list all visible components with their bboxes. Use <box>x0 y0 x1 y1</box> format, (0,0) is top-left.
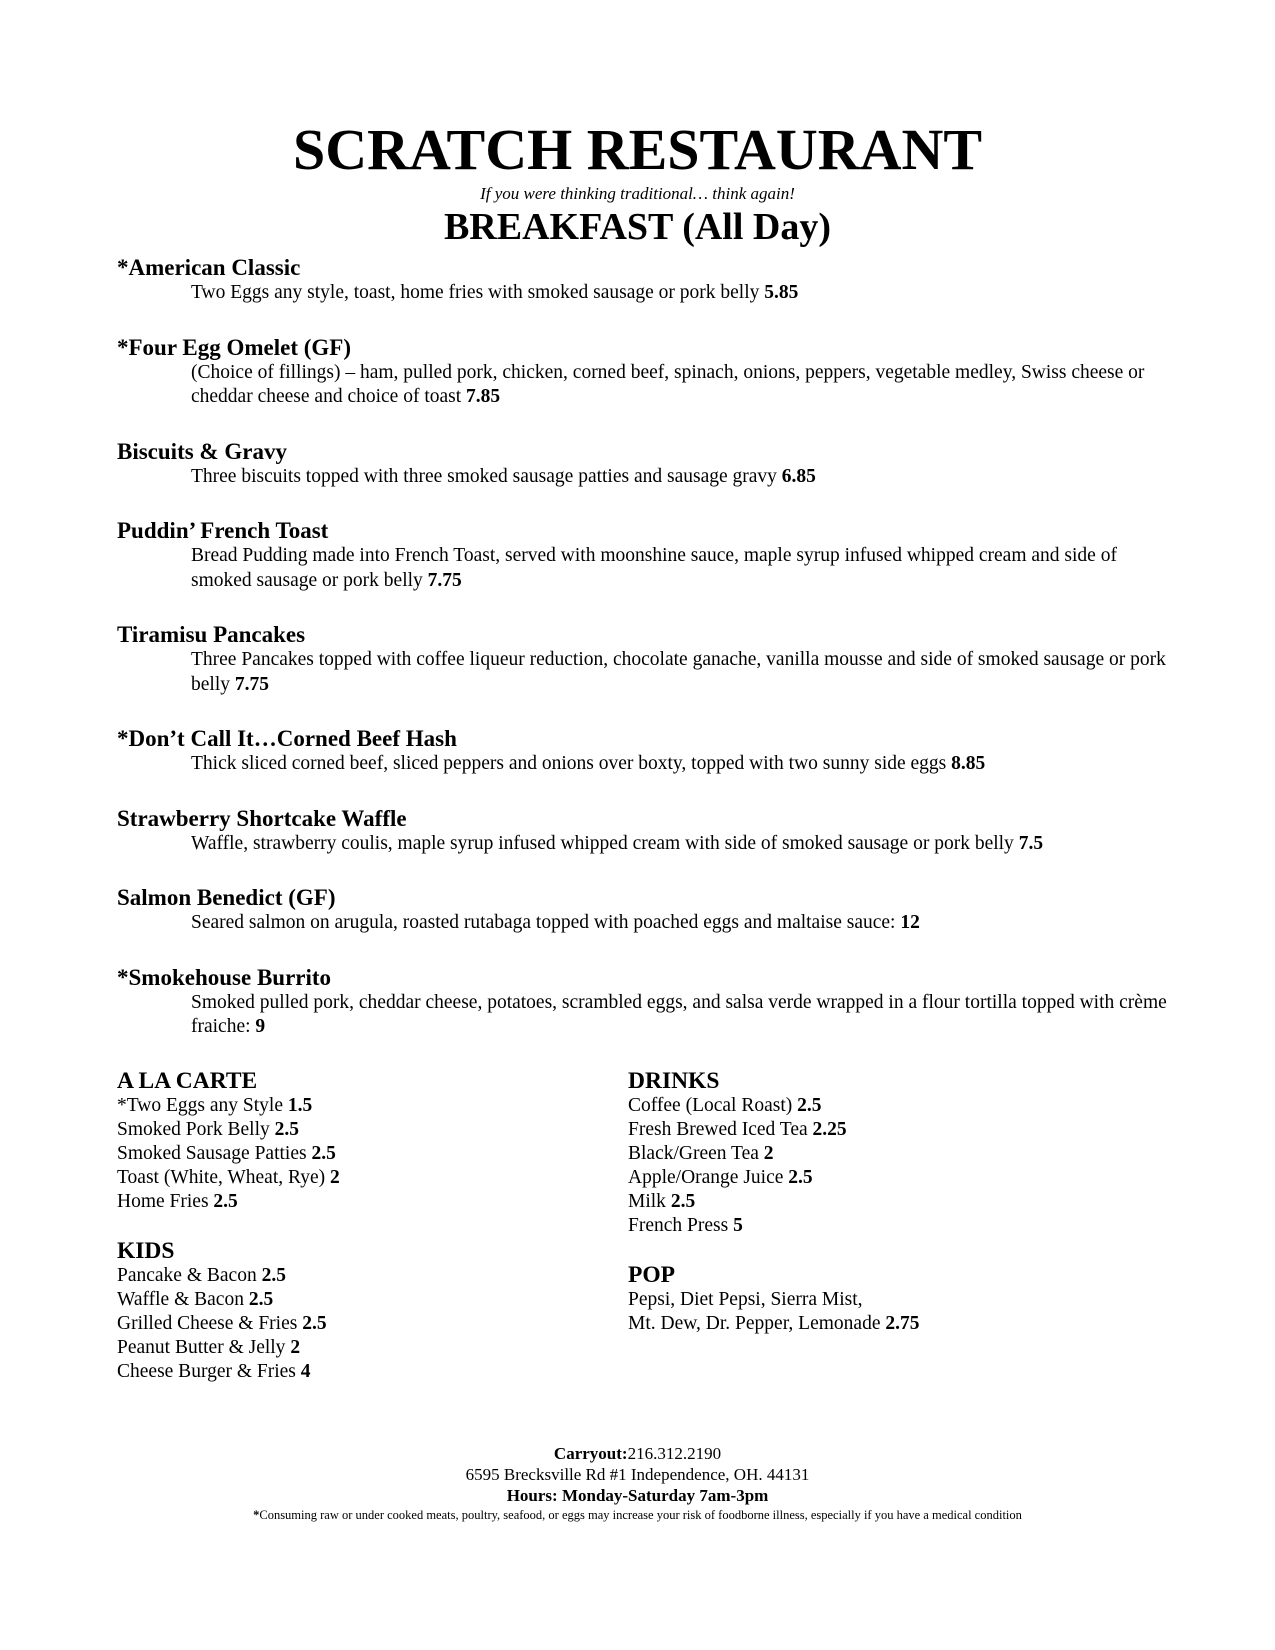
list-item <box>117 1166 597 1190</box>
hours-text: Hours: Monday-Saturday 7am-3pm <box>506 1486 769 1505</box>
item-description <box>117 832 1177 857</box>
item-price: 6.85 <box>781 465 816 487</box>
item-price: 8.85 <box>951 753 986 774</box>
item-price: 2.5 <box>311 1143 336 1164</box>
item-name: *Four Egg Omelet (GF) <box>117 334 351 360</box>
list-item <box>628 1094 1108 1118</box>
item-description <box>117 648 1177 697</box>
item-description <box>117 465 1177 490</box>
item-name: Home Fries <box>117 1191 209 1212</box>
item-name: French Press <box>628 1215 729 1236</box>
item-price: 2 <box>763 1143 774 1164</box>
list-item <box>628 1190 1108 1214</box>
menu-item <box>117 806 1177 857</box>
disclaimer <box>0 1507 1275 1523</box>
list-item <box>117 1142 597 1166</box>
pop-price: 2.75 <box>885 1313 920 1334</box>
item-price: 2 <box>330 1167 340 1188</box>
drinks-section <box>628 1068 1108 1238</box>
list-item <box>628 1166 1108 1190</box>
breakfast-items <box>117 255 1177 1069</box>
item-name: *Two Eggs any Style <box>117 1095 283 1116</box>
item-price: 7.75 <box>427 569 462 591</box>
item-name: Biscuits & Gravy <box>117 438 287 464</box>
description-text: Seared salmon on arugula, roasted rutabaga topped with poached eggs and maltaise sauce: <box>191 912 896 933</box>
item-price: 5 <box>733 1215 743 1236</box>
item-price: 7.75 <box>234 673 269 695</box>
carryout-phone: 216.312.2190 <box>627 1444 722 1463</box>
menu-item <box>117 622 1177 697</box>
item-name: Strawberry Shortcake Waffle <box>117 805 407 831</box>
item-name: *Don’t Call It…Corned Beef Hash <box>117 726 457 751</box>
menu-item <box>117 439 1177 490</box>
item-description <box>117 361 1177 410</box>
item-price: 2.5 <box>248 1289 274 1310</box>
item-name: Salmon Benedict (GF) <box>117 885 336 910</box>
item-price: 4 <box>300 1361 311 1382</box>
list-item <box>117 1288 597 1312</box>
item-description <box>117 911 1177 936</box>
list-item <box>117 1360 597 1384</box>
description-text: Bread Pudding made into French Toast, served with moonshine sauce, maple syrup infused whipped cream and side of smoked sausage or pork belly <box>191 545 1117 591</box>
item-price: 2.5 <box>213 1191 238 1212</box>
right-column <box>628 1068 1108 1360</box>
item-price: 7.5 <box>1018 832 1044 854</box>
item-price: 12 <box>900 912 920 933</box>
menu-item <box>117 965 1177 1040</box>
item-price: 7.85 <box>466 386 501 407</box>
item-name: Grilled Cheese & Fries <box>117 1313 298 1334</box>
description-text: Thick sliced corned beef, sliced peppers and onions over boxty, topped with two sunny side eggs <box>191 753 947 774</box>
item-name: Smoked Pork Belly <box>117 1119 270 1140</box>
restaurant-title: SCRATCH RESTAURANT <box>292 117 983 182</box>
item-price: 1.5 <box>287 1095 313 1116</box>
item-price: 5.85 <box>764 282 799 303</box>
item-price: 9 <box>255 1016 266 1037</box>
a-la-carte-title: A LA CARTE <box>117 1068 258 1094</box>
description-text: Three biscuits topped with three smoked sausage patties and sausage gravy <box>191 465 777 487</box>
list-item <box>117 1190 597 1214</box>
item-name: Tiramisu Pancakes <box>117 622 306 647</box>
description-text: (Choice of fillings) – ham, pulled pork, chicken, corned beef, spinach, onions, peppers, vegetable medley, Swiss cheese or cheddar cheese and choice of toast <box>191 361 1145 407</box>
item-name: Black/Green Tea <box>628 1143 759 1164</box>
tagline: If you were thinking traditional… think again! <box>480 184 795 203</box>
item-name: Toast (White, Wheat, Rye) <box>117 1167 326 1188</box>
item-name: Cheese Burger & Fries <box>117 1361 296 1382</box>
item-name: Peanut Butter & Jelly <box>117 1337 286 1358</box>
item-description <box>117 281 1177 306</box>
description-text: Three Pancakes topped with coffee liqueur reduction, chocolate ganache, vanilla mousse and side of smoked sausage or pork belly <box>191 649 1166 695</box>
item-name: *American Classic <box>117 255 301 280</box>
description-text: Waffle, strawberry coulis, maple syrup infused whipped cream with side of smoked sausage or pork belly <box>191 832 1014 854</box>
item-description <box>117 544 1177 593</box>
kids-title: KIDS <box>117 1238 175 1264</box>
item-description <box>117 991 1177 1040</box>
footer <box>0 1443 1275 1523</box>
disclaimer-text: Consuming raw or under cooked meats, poultry, seafood, or eggs may increase your risk of foodborne illness, especially if you have a medical condition <box>259 1508 1022 1522</box>
item-price: 2.5 <box>274 1119 300 1140</box>
drinks-title: DRINKS <box>628 1068 720 1094</box>
list-item <box>628 1142 1108 1166</box>
list-item <box>117 1336 597 1360</box>
pop-line-1: Pepsi, Diet Pepsi, Sierra Mist, <box>628 1289 863 1310</box>
pop-section <box>628 1262 1108 1336</box>
item-name: Puddin’ French Toast <box>117 518 329 543</box>
item-description <box>117 752 1177 777</box>
disclaimer-mark: * <box>253 1508 260 1522</box>
item-price: 2.5 <box>797 1095 822 1116</box>
address: 6595 Brecksville Rd #1 Independence, OH. 44131 <box>465 1465 810 1484</box>
item-price: 2.5 <box>788 1167 813 1188</box>
pop-title: POP <box>628 1262 675 1288</box>
pop-line-2 <box>628 1312 1108 1336</box>
list-item <box>628 1118 1108 1142</box>
menu-item <box>117 726 1177 777</box>
kids-section <box>117 1238 597 1384</box>
list-item <box>628 1214 1108 1238</box>
menu-item <box>117 885 1177 936</box>
list-item <box>117 1118 597 1142</box>
item-name: Apple/Orange Juice <box>628 1167 784 1188</box>
menu-item <box>117 518 1177 593</box>
menu-item <box>117 255 1177 306</box>
item-name: Fresh Brewed Iced Tea <box>628 1119 808 1140</box>
a-la-carte-section <box>117 1068 597 1214</box>
item-name: Coffee (Local Roast) <box>628 1095 793 1116</box>
hours <box>0 1485 1275 1506</box>
item-price: 2.25 <box>812 1119 847 1140</box>
item-price: 2.5 <box>670 1191 696 1212</box>
item-name: *Smokehouse Burrito <box>117 964 332 990</box>
pop-flavors: Mt. Dew, Dr. Pepper, Lemonade <box>628 1313 881 1334</box>
item-price: 2.5 <box>302 1313 327 1334</box>
item-name: Pancake & Bacon <box>117 1265 257 1286</box>
item-name: Milk <box>628 1191 666 1212</box>
description-text: Two Eggs any style, toast, home fries with smoked sausage or pork belly <box>191 282 760 303</box>
menu-item <box>117 335 1177 410</box>
left-column <box>117 1068 597 1408</box>
item-price: 2.5 <box>261 1265 286 1286</box>
item-name: Smoked Sausage Patties <box>117 1143 307 1164</box>
description-text: Smoked pulled pork, cheddar cheese, potatoes, scrambled eggs, and salsa verde wrapped in a flour tortilla topped with crème fraiche: <box>191 991 1167 1037</box>
breakfast-section-title: BREAKFAST (All Day) <box>443 206 832 248</box>
item-name: Waffle & Bacon <box>117 1289 244 1310</box>
carryout-line <box>0 1443 1275 1464</box>
item-price: 2 <box>290 1337 301 1358</box>
list-item <box>117 1312 597 1336</box>
list-item <box>117 1094 597 1118</box>
carryout-label: Carryout: <box>553 1444 628 1463</box>
list-item <box>117 1264 597 1288</box>
